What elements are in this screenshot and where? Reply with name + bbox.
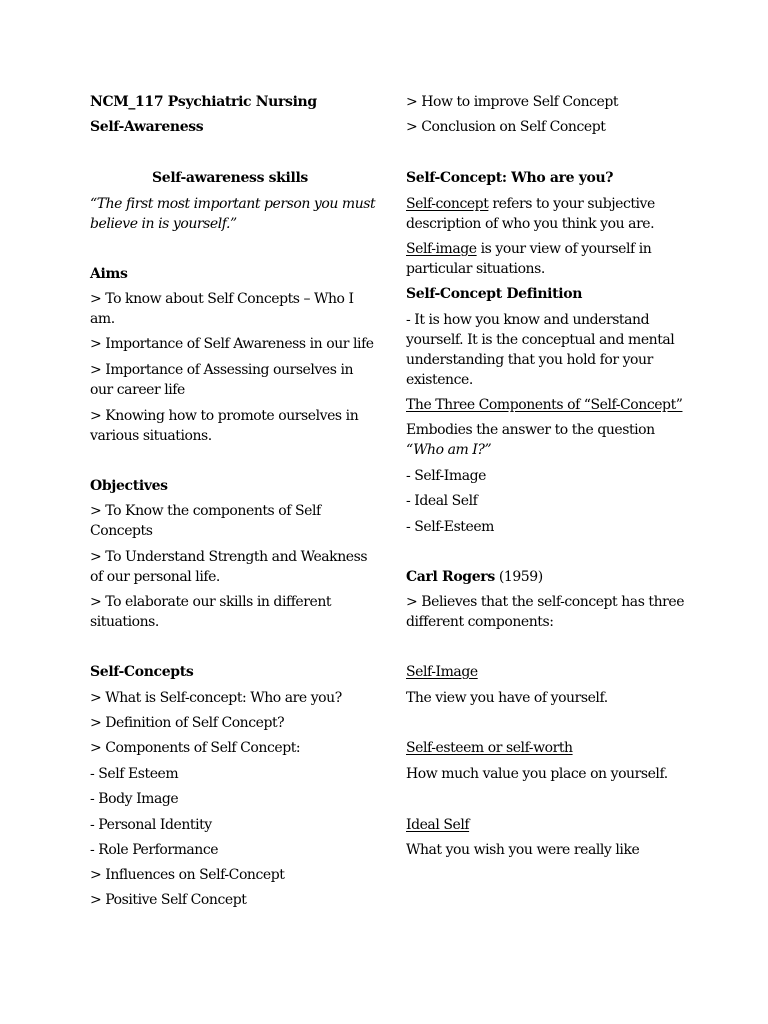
- self-concepts-item: > Components of Self Concept:: [90, 740, 301, 756]
- aims-heading: Aims: [90, 266, 128, 282]
- aims-line: am.: [90, 311, 115, 327]
- ideal-self-heading: Ideal Self: [406, 817, 470, 833]
- section-title: Self-awareness skills: [152, 170, 308, 186]
- rogers-line: different components:: [406, 614, 554, 630]
- rogers-name: Carl Rogers: [406, 569, 495, 585]
- self-image-heading: Self-Image: [406, 664, 478, 680]
- who-are-you-heading: Self-Concept: Who are you?: [406, 170, 614, 186]
- aims-line: > Importance of Self Awareness in our life: [90, 336, 374, 352]
- self-image-term: Self-image: [406, 241, 477, 257]
- definition-line: yourself. It is the conceptual and mental: [406, 332, 675, 348]
- rogers-heading: [406, 567, 543, 587]
- self-image-definition-line: [406, 239, 651, 259]
- definition-line: understanding that you hold for your: [406, 352, 653, 368]
- self-concept-definition-line: [406, 194, 655, 214]
- self-concepts-item: > Influences on Self-Concept: [90, 867, 285, 883]
- self-concepts-item: - Role Performance: [90, 842, 219, 858]
- aims-line: our career life: [90, 382, 185, 398]
- aims-line: various situations.: [90, 428, 212, 444]
- component-item: - Ideal Self: [406, 493, 478, 509]
- topic-title: Self-Awareness: [90, 119, 204, 135]
- self-concepts-item: > Positive Self Concept: [90, 892, 247, 908]
- definition-heading: Self-Concept Definition: [406, 286, 583, 302]
- self-esteem-text: How much value you place on yourself.: [406, 766, 668, 782]
- three-components-heading: The Three Components of “Self-Concept”: [406, 397, 683, 413]
- self-concept-definition-line-2: description of who you think you are.: [406, 216, 655, 232]
- aims-line: > To know about Self Concepts – Who I: [90, 291, 354, 307]
- objectives-heading: Objectives: [90, 478, 168, 494]
- self-image-text: The view you have of yourself.: [406, 690, 608, 706]
- quote-line-1: “The first most important person you must: [90, 196, 376, 212]
- self-image-rest: is your view of yourself in: [476, 241, 652, 257]
- component-item: - Self-Esteem: [406, 519, 494, 535]
- self-concepts-item: > Definition of Self Concept?: [90, 715, 285, 731]
- aims-line: > Importance of Assessing ourselves in: [90, 362, 354, 378]
- self-image-definition-line-2: particular situations.: [406, 261, 545, 277]
- ideal-self-text: What you wish you were really like: [406, 842, 640, 858]
- definition-line: - It is how you know and understand: [406, 312, 650, 328]
- embodies-line: Embodies the answer to the question: [406, 422, 655, 438]
- aims-line: > Knowing how to promote ourselves in: [90, 408, 359, 424]
- definition-line: existence.: [406, 372, 473, 388]
- self-concept-rest: refers to your subjective: [488, 196, 655, 212]
- self-concepts-item: - Self Esteem: [90, 766, 179, 782]
- objectives-line: Concepts: [90, 523, 153, 539]
- self-concepts-item: > What is Self-concept: Who are you?: [90, 690, 342, 706]
- objectives-line: of our personal life.: [90, 569, 220, 585]
- quote-line-2: believe in is yourself.”: [90, 216, 237, 232]
- self-concepts-heading: Self-Concepts: [90, 664, 194, 680]
- self-concept-term: Self-concept: [406, 196, 489, 212]
- intro-line: > How to improve Self Concept: [406, 94, 619, 110]
- self-concepts-item: - Personal Identity: [90, 817, 212, 833]
- self-esteem-heading: Self-esteem or self-worth: [406, 740, 573, 756]
- objectives-line: situations.: [90, 614, 159, 630]
- objectives-line: > To elaborate our skills in different: [90, 594, 332, 610]
- component-item: - Self-Image: [406, 468, 486, 484]
- objectives-line: > To Understand Strength and Weakness: [90, 549, 368, 565]
- objectives-line: > To Know the components of Self: [90, 503, 321, 519]
- who-am-i-question: “Who am I?”: [406, 442, 492, 458]
- rogers-year: (1959): [494, 569, 543, 585]
- intro-line: > Conclusion on Self Concept: [406, 119, 606, 135]
- rogers-line: > Believes that the self-concept has three: [406, 594, 685, 610]
- course-title: NCM_117 Psychiatric Nursing: [90, 94, 317, 110]
- self-concepts-item: - Body Image: [90, 791, 179, 807]
